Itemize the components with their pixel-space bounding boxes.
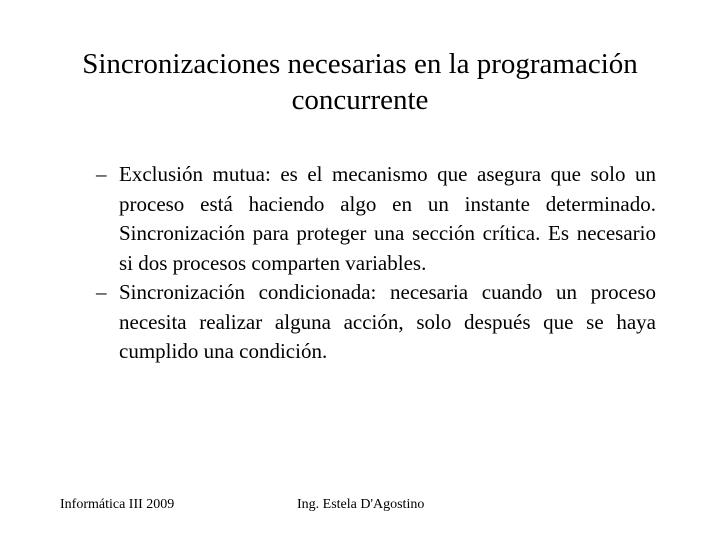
- bullet-text: Exclusión mutua: es el mecanismo que asegura que solo un proceso está haciendo algo en un instante determinado. Sincronización para proteger una sección crítica. Es necesario si dos procesos comparten variables.: [119, 162, 656, 275]
- bullet-item-mutual-exclusion: [96, 160, 656, 278]
- bullet-list: [96, 160, 656, 367]
- bullet-item-conditional-sync: [96, 278, 656, 367]
- bullet-dash: –: [96, 280, 107, 304]
- bullet-dash: –: [96, 162, 107, 186]
- slide-title: Sincronizaciones necesarias en la programación concurrente: [82, 48, 638, 116]
- bullet-text: Sincronización condicionada: necesaria cuando un proceso necesita realizar alguna acción, solo después que se haya cumplido una condición.: [119, 280, 656, 363]
- footer-author: Ing. Estela D'Agostino: [297, 497, 425, 512]
- footer-course: Informática III 2009: [60, 497, 175, 512]
